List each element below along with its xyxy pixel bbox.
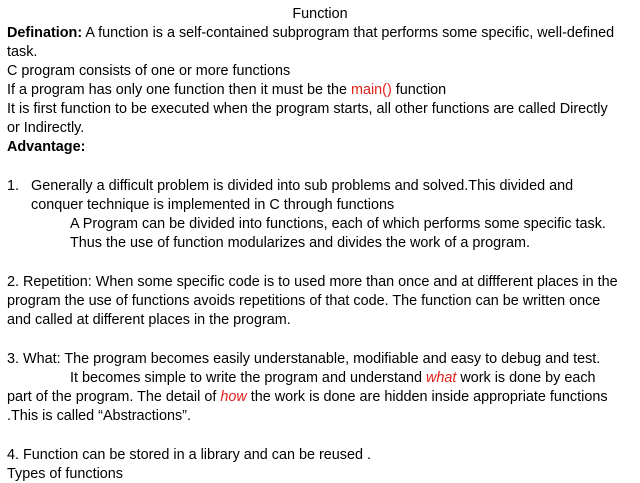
point-1-line-4: Thus the use of function modularizes and divides the work of a program.	[70, 235, 530, 251]
point-3-line-3	[7, 388, 608, 406]
point-4-line: 4. Function can be stored in a library and can be reused .	[7, 447, 371, 463]
intro-line-4: or Indirectly.	[7, 120, 85, 136]
main-function-highlight: main()	[350, 82, 392, 98]
point-2-line-1: 2. Repetition: When some specific code is to used more than once and at diffferent places in the	[7, 274, 618, 290]
types-heading: Types of functions	[7, 466, 123, 482]
definition-text: A function is a self-contained subprogram that performs some specific, well-defined	[82, 25, 615, 41]
definition-text-continued: task.	[7, 44, 38, 60]
point-2-line-3: and called at different places in the program.	[7, 312, 291, 328]
point-2-line-2: program the use of functions avoids repetitions of that code. The function can be written once	[7, 293, 601, 309]
what-highlight: what	[425, 370, 457, 386]
point-1-line-2: conquer technique is implemented in C through functions	[31, 197, 395, 213]
advantage-heading: Advantage:	[7, 139, 86, 155]
point-3-line-1: 3. What: The program becomes easily understanable, modifiable and easy to debug and test.	[7, 351, 601, 367]
point-3-line-3-prefix: part of the program. The detail of	[7, 389, 221, 405]
definition-line	[7, 24, 614, 42]
intro-line-1: C program consists of one or more functions	[7, 63, 291, 79]
intro-line-2	[7, 81, 446, 99]
point-3-line-2-prefix: It becomes simple to write the program and understand	[70, 370, 426, 386]
definition-label: Defination:	[7, 25, 83, 41]
intro-line-3: It is first function to be executed when the program starts, all other functions are called Directly	[7, 101, 608, 117]
point-3-line-4: .This is called “Abstractions”.	[7, 408, 191, 424]
point-3-line-3-suffix: the work is done are hidden inside appropriate functions	[246, 389, 608, 405]
point-1-line-3: A Program can be divided into functions, each of which performs some specific task.	[70, 216, 606, 232]
point-1-line-1: Generally a difficult problem is divided into sub problems and solved.This divided and	[31, 178, 574, 194]
point-1-number: 1.	[7, 178, 20, 194]
point-3-line-2-suffix: work is done by each	[456, 370, 596, 386]
point-3-line-2	[70, 369, 596, 387]
intro-line-2-suffix: function	[391, 82, 447, 98]
intro-line-2-prefix: If a program has only one function then it must be the	[7, 82, 351, 98]
page-title: Function	[292, 6, 348, 22]
how-highlight: how	[220, 389, 247, 405]
